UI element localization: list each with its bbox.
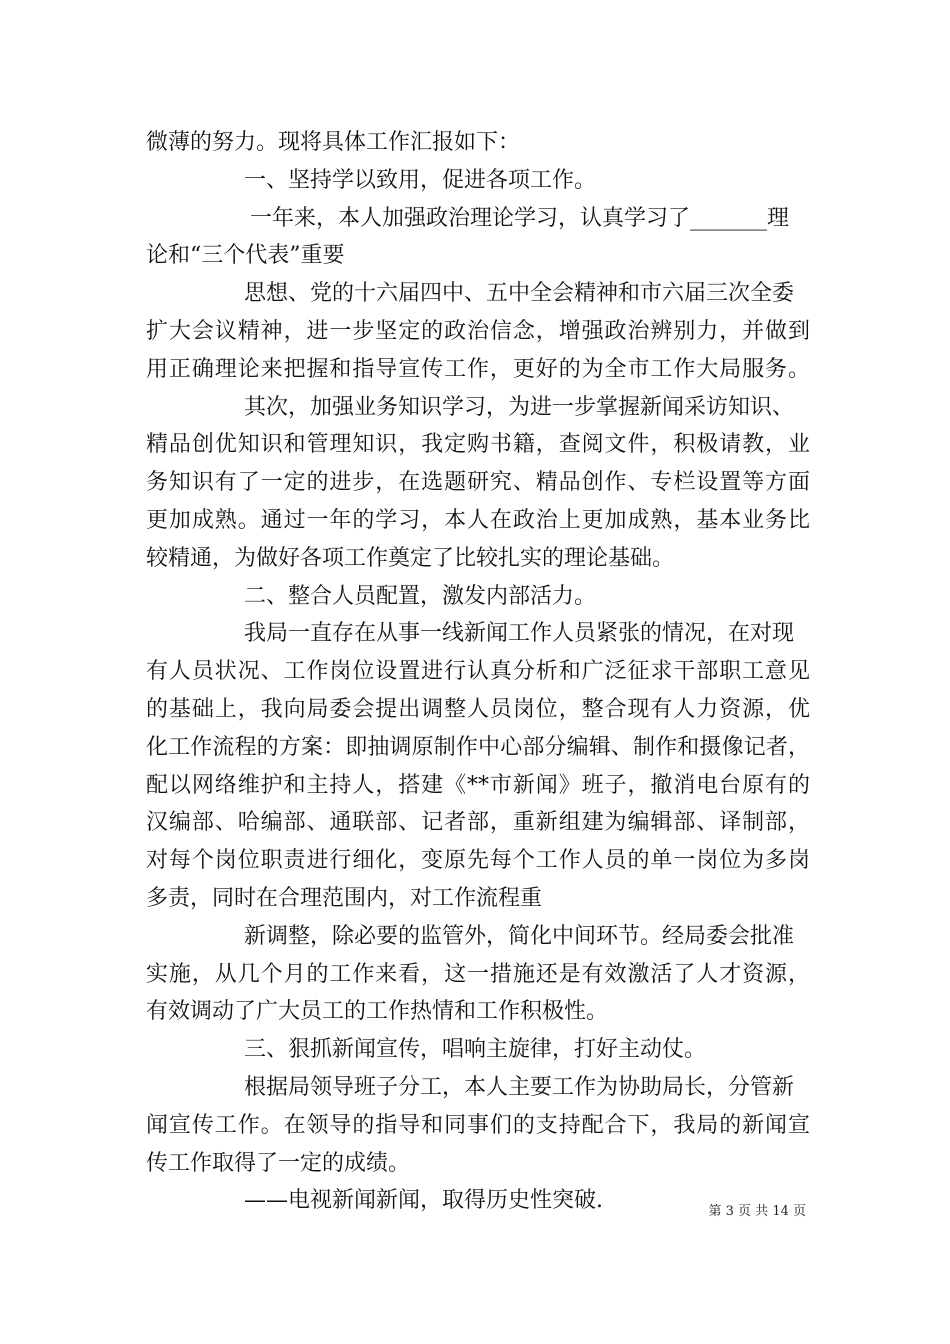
text-line: 精品创优知识和管理知识，我定购书籍，查阅文件，积极请教，业: [146, 432, 810, 458]
page-number-footer: 第 3 页 共 14 页: [708, 1204, 806, 1219]
text-line: 我局一直存在从事一线新闻工作人员紧张的情况，在对现: [244, 621, 795, 647]
section-heading-2: 二、整合人员配置，激发内部活力。: [244, 583, 597, 609]
text-line: 化工作流程的方案：即抽调原制作中心部分编辑、制作和摄像记者，: [146, 734, 810, 760]
text-line: 一年来，本人加强政治理论学习，认真学习了_______理: [250, 205, 790, 231]
text-line: 传工作取得了一定的成绩。: [146, 1150, 411, 1176]
text-line: 论和“三个代表”重要: [146, 243, 345, 269]
text-line: 有人员状况、工作岗位设置进行认真分析和广泛征求干部职工意见: [146, 659, 810, 685]
text-line: 新调整，除必要的监管外，简化中间环节。经局委会批准: [244, 923, 795, 949]
text-line: 扩大会议精神，进一步坚定的政治信念，增强政治辨别力，并做到: [146, 318, 810, 344]
text-line: 的基础上，我向局委会提出调整人员岗位，整合现有人力资源，优: [146, 696, 810, 722]
text-line: 根据局领导班子分工，本人主要工作为协助局长，分管新: [244, 1074, 795, 1100]
text-line: 多责，同时在合理范围内，对工作流程重: [146, 885, 543, 911]
section-heading-3: 三、狠抓新闻宣传，唱响主旋律，打好主动仗。: [244, 1037, 707, 1063]
text-line: 思想、党的十六届四中、五中全会精神和市六届三次全委: [244, 281, 795, 307]
text-line: ——电视新闻新闻，取得历史性突破.: [244, 1188, 603, 1214]
document-body: [146, 124, 810, 1220]
text-line: 配以网络维护和主持人，搭建《**市新闻》班子，撤消电台原有的: [146, 772, 810, 798]
text-line: 更加成熟。通过一年的学习，本人在政治上更加成熟，基本业务比: [146, 507, 810, 533]
text-line: 用正确理论来把握和指导宣传工作，更好的为全市工作大局服务。: [146, 356, 810, 382]
text-line: 务知识有了一定的进步，在选题研究、精品创作、专栏设置等方面: [146, 470, 810, 496]
text-line: 汉编部、哈编部、通联部、记者部，重新组建为编辑部、译制部，: [146, 810, 810, 836]
text-line: 微薄的努力。现将具体工作汇报如下：: [146, 130, 521, 155]
text-line: 对每个岗位职责进行细化，变原先每个工作人员的单一岗位为多岗: [146, 848, 810, 874]
text-line: 闻宣传工作。在领导的指导和同事们的支持配合下，我局的新闻宣: [146, 1112, 810, 1138]
text-line: 有效调动了广大员工的工作热情和工作积极性。: [146, 999, 609, 1025]
text-line: 实施，从几个月的工作来看，这一措施还是有效激活了人才资源，: [146, 961, 810, 987]
text-line: 较精通，为做好各项工作奠定了比较扎实的理论基础。: [146, 545, 675, 571]
section-heading-1: 一、坚持学以致用，促进各项工作。: [244, 167, 597, 193]
text-line: 其次，加强业务知识学习，为进一步掌握新闻采访知识、: [244, 394, 795, 420]
